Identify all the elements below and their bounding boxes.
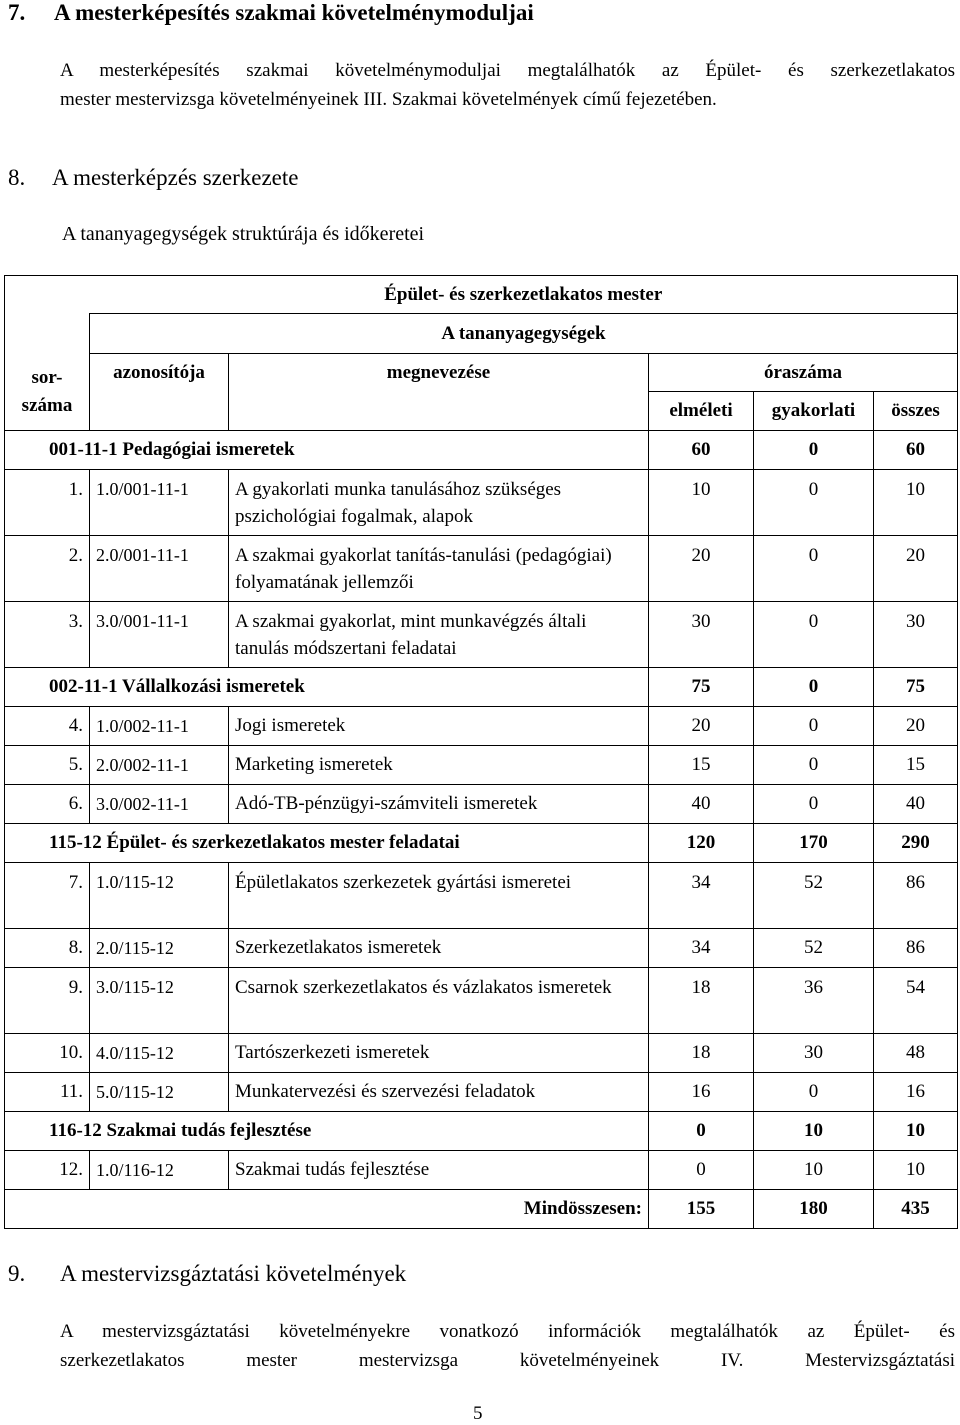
- module-elmeleti: 60: [649, 431, 754, 470]
- row-elmeleti: 20: [649, 707, 754, 746]
- table-group-header: A tananyagegységek: [90, 314, 958, 354]
- row-gyakorlati: 52: [754, 863, 874, 929]
- row-number: 6.: [5, 785, 90, 824]
- col-header-megnevezese: megnevezése: [229, 354, 649, 431]
- row-osszes: 16: [874, 1073, 958, 1112]
- module-row: [5, 431, 958, 470]
- row-gyakorlati: 10: [754, 1151, 874, 1190]
- table-row: [5, 785, 958, 824]
- section-9-heading: [8, 1261, 406, 1287]
- row-osszes: 15: [874, 746, 958, 785]
- row-osszes: 20: [874, 536, 958, 602]
- row-gyakorlati: 36: [754, 968, 874, 1034]
- row-elmeleti: 40: [649, 785, 754, 824]
- row-number: 2.: [5, 536, 90, 602]
- col-header-osszes: összes: [874, 392, 958, 431]
- row-id: 2.0/115-12: [90, 929, 229, 968]
- row-elmeleti: 18: [649, 968, 754, 1034]
- row-name: Marketing ismeretek: [229, 746, 649, 785]
- row-id: 2.0/002-11-1: [90, 746, 229, 785]
- section-8-heading: [8, 165, 298, 191]
- col-header-elmeleti: elméleti: [649, 392, 754, 431]
- row-osszes: 86: [874, 929, 958, 968]
- module-title: 116-12 Szakmai tudás fejlesztése: [5, 1112, 649, 1151]
- row-number: 7.: [5, 863, 90, 929]
- row-gyakorlati: 0: [754, 785, 874, 824]
- row-elmeleti: 34: [649, 929, 754, 968]
- row-name: Jogi ismeretek: [229, 707, 649, 746]
- section-7-text: [60, 56, 955, 114]
- col-header-azonositoja: azonosítója: [90, 354, 229, 431]
- total-row: [5, 1190, 958, 1229]
- row-gyakorlati: 30: [754, 1034, 874, 1073]
- total-osszes: 435: [874, 1190, 958, 1229]
- section-8-subtitle: A tananyagegységek struktúrája és időkeretei: [62, 223, 425, 245]
- row-gyakorlati: 0: [754, 536, 874, 602]
- row-id: 1.0/116-12: [90, 1151, 229, 1190]
- module-title: 115-12 Épület- és szerkezetlakatos mester feladatai: [5, 824, 649, 863]
- table-row: [5, 968, 958, 1034]
- row-osszes: 10: [874, 1151, 958, 1190]
- section-9-title: A mestervizsgáztatási követelmények: [60, 1261, 407, 1286]
- total-gyakorlati: 180: [754, 1190, 874, 1229]
- row-name: Tartószerkezeti ismeretek: [229, 1034, 649, 1073]
- row-number: 4.: [5, 707, 90, 746]
- section-7-number: 7.: [8, 0, 26, 25]
- row-name: A szakmai gyakorlat, mint munkavégzés általi tanulás módszertani feladatai: [229, 602, 649, 668]
- row-number: 1.: [5, 470, 90, 536]
- row-osszes: 10: [874, 470, 958, 536]
- row-elmeleti: 15: [649, 746, 754, 785]
- curriculum-table: [4, 275, 958, 1229]
- row-elmeleti: 30: [649, 602, 754, 668]
- row-elmeleti: 16: [649, 1073, 754, 1112]
- row-elmeleti: 10: [649, 470, 754, 536]
- table-row: [5, 602, 958, 668]
- section-8-title: A mesterképzés szerkezete: [52, 165, 299, 190]
- table-row: [5, 746, 958, 785]
- module-elmeleti: 0: [649, 1112, 754, 1151]
- row-gyakorlati: 0: [754, 1073, 874, 1112]
- table-title: Épület- és szerkezetlakatos mester: [90, 276, 958, 314]
- section-8-number: 8.: [8, 165, 26, 190]
- module-osszes: 60: [874, 431, 958, 470]
- section-7-text-line-1: A mesterképesítés szakmai követelménymoduljai megtalálhatók az Épület- és szerkezetlakatos: [60, 60, 955, 81]
- row-elmeleti: 0: [649, 1151, 754, 1190]
- table-row: [5, 1034, 958, 1073]
- row-gyakorlati: 0: [754, 746, 874, 785]
- row-id: 5.0/115-12: [90, 1073, 229, 1112]
- module-gyakorlati: 10: [754, 1112, 874, 1151]
- row-name: Munkatervezési és szervezési feladatok: [229, 1073, 649, 1112]
- section-7-text-line-2: mester mestervizsga követelményeinek III. Szakmai követelmények című fejezetében.: [60, 89, 717, 110]
- row-number: 11.: [5, 1073, 90, 1112]
- row-number: 8.: [5, 929, 90, 968]
- section-9-number: 9.: [8, 1261, 26, 1286]
- row-id: 4.0/115-12: [90, 1034, 229, 1073]
- row-name: Szerkezetlakatos ismeretek: [229, 929, 649, 968]
- row-number: 9.: [5, 968, 90, 1034]
- section-9-text: [60, 1317, 955, 1375]
- row-name: Épületlakatos szerkezetek gyártási ismeretei: [229, 863, 649, 929]
- row-number: 3.: [5, 602, 90, 668]
- module-osszes: 290: [874, 824, 958, 863]
- section-7-heading: [8, 0, 534, 26]
- row-number: 5.: [5, 746, 90, 785]
- table-row: [5, 536, 958, 602]
- row-name: Adó-TB-pénzügyi-számviteli ismeretek: [229, 785, 649, 824]
- row-number: 12.: [5, 1151, 90, 1190]
- table-row: [5, 863, 958, 929]
- row-osszes: 40: [874, 785, 958, 824]
- row-id: 1.0/002-11-1: [90, 707, 229, 746]
- col-header-sorszama-line-2: száma: [21, 394, 73, 416]
- module-osszes: 10: [874, 1112, 958, 1151]
- row-name: Szakmai tudás fejlesztése: [229, 1151, 649, 1190]
- row-elmeleti: 18: [649, 1034, 754, 1073]
- row-id: 3.0/115-12: [90, 968, 229, 1034]
- row-gyakorlati: 0: [754, 707, 874, 746]
- row-id: 1.0/001-11-1: [90, 470, 229, 536]
- row-gyakorlati: 0: [754, 470, 874, 536]
- row-id: 1.0/115-12: [90, 863, 229, 929]
- module-gyakorlati: 170: [754, 824, 874, 863]
- row-gyakorlati: 52: [754, 929, 874, 968]
- table-row: [5, 929, 958, 968]
- section-7-title: A mesterképesítés szakmai követelménymoduljai: [54, 0, 534, 25]
- col-header-sorszama: [5, 354, 90, 431]
- table-row: [5, 707, 958, 746]
- total-label: Mindösszesen:: [5, 1190, 649, 1229]
- row-name: A gyakorlati munka tanulásához szükséges pszichológiai fogalmak, alapok: [229, 470, 649, 536]
- table-row: [5, 1151, 958, 1190]
- col-header-gyakorlati: gyakorlati: [754, 392, 874, 431]
- row-osszes: 54: [874, 968, 958, 1034]
- row-id: 3.0/002-11-1: [90, 785, 229, 824]
- row-osszes: 48: [874, 1034, 958, 1073]
- module-osszes: 75: [874, 668, 958, 707]
- module-gyakorlati: 0: [754, 668, 874, 707]
- module-row: [5, 668, 958, 707]
- row-name: A szakmai gyakorlat tanítás-tanulási (pedagógiai) folyamatának jellemzői: [229, 536, 649, 602]
- module-elmeleti: 75: [649, 668, 754, 707]
- row-elmeleti: 34: [649, 863, 754, 929]
- row-name: Csarnok szerkezetlakatos és vázlakatos ismeretek: [229, 968, 649, 1034]
- module-title: 002-11-1 Vállalkozási ismeretek: [5, 668, 649, 707]
- row-elmeleti: 20: [649, 536, 754, 602]
- col-header-sorszama-line-1: sor-: [31, 366, 63, 388]
- row-osszes: 86: [874, 863, 958, 929]
- module-title: 001-11-1 Pedagógiai ismeretek: [5, 431, 649, 470]
- col-header-oraszama: óraszáma: [649, 354, 958, 392]
- module-elmeleti: 120: [649, 824, 754, 863]
- row-osszes: 20: [874, 707, 958, 746]
- module-gyakorlati: 0: [754, 431, 874, 470]
- row-id: 2.0/001-11-1: [90, 536, 229, 602]
- row-osszes: 30: [874, 602, 958, 668]
- row-gyakorlati: 0: [754, 602, 874, 668]
- module-row: [5, 824, 958, 863]
- table-row: [5, 470, 958, 536]
- section-9-text-line-1: A mestervizsgáztatási követelményekre vonatkozó információk megtalálhatók az Épület- és: [60, 1321, 955, 1342]
- table-row: [5, 1073, 958, 1112]
- section-9-text-line-2: szerkezetlakatos mester mestervizsga követelményeinek IV. Mestervizsgáztatási: [60, 1350, 955, 1371]
- page-number: 5: [473, 1403, 483, 1424]
- row-id: 3.0/001-11-1: [90, 602, 229, 668]
- total-elmeleti: 155: [649, 1190, 754, 1229]
- row-number: 10.: [5, 1034, 90, 1073]
- module-row: [5, 1112, 958, 1151]
